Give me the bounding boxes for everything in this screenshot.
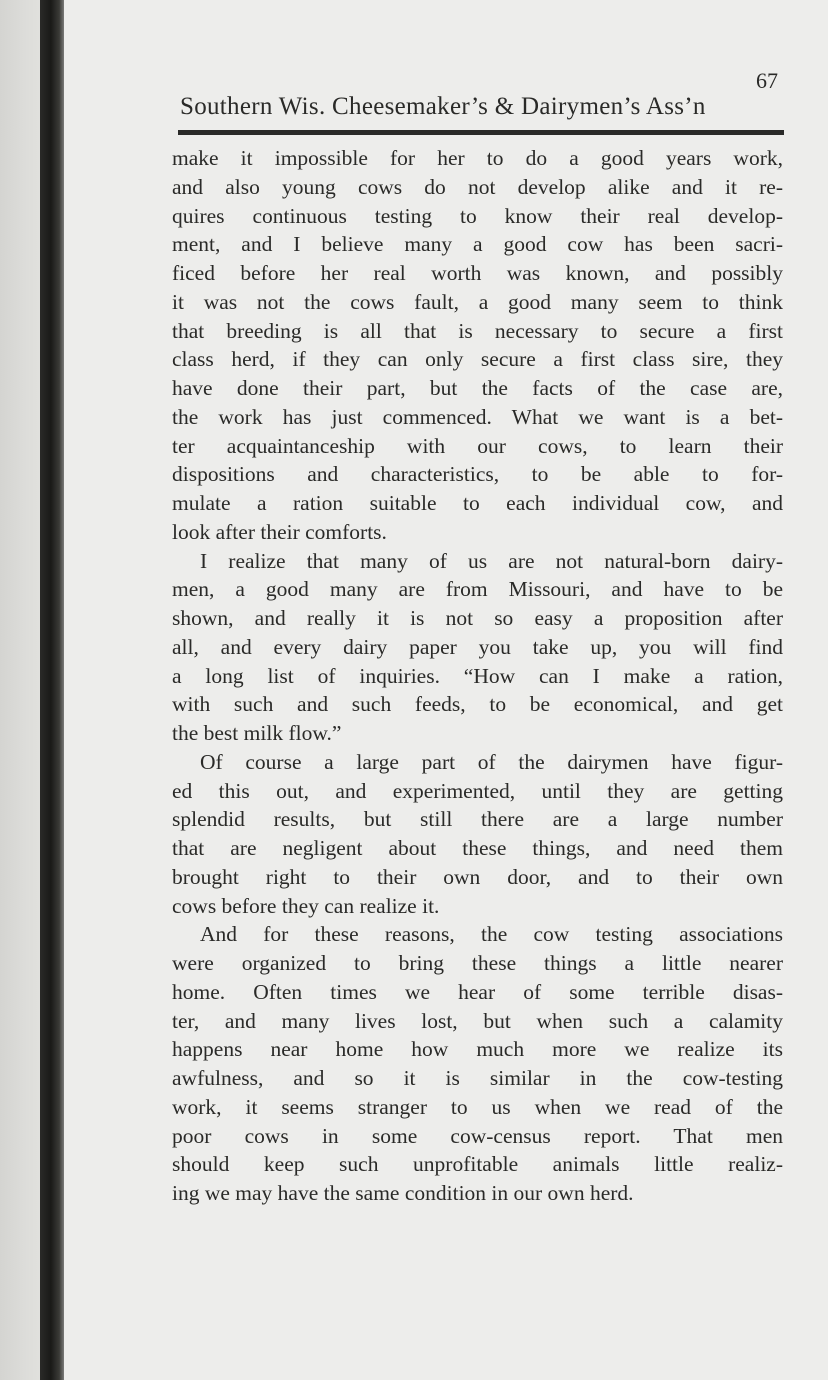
- text-line: it was not the cows fault, a good many seem to think: [172, 289, 783, 314]
- text-line: make it impossible for her to do a good years work,: [172, 146, 783, 170]
- text-line: work, it seems stranger to us when we read of the: [172, 1094, 783, 1119]
- text-line: ter acquaintanceship with our cows, to learn their: [172, 433, 783, 458]
- paragraph: [172, 144, 783, 547]
- paragraph: [172, 920, 783, 1208]
- paragraph: [172, 547, 783, 748]
- text-line: and also young cows do not develop alike and it re-: [172, 174, 783, 199]
- text-line: mulate a ration suitable to each individual cow, and: [172, 491, 783, 515]
- text-line: And for these reasons, the cow testing associations: [200, 922, 783, 947]
- body-text: [172, 144, 783, 1208]
- text-line: that breeding is all that is necessary to secure a first: [172, 318, 783, 343]
- text-line: quires continuous testing to know their real develop-: [172, 203, 783, 228]
- text-line: the best milk flow.”: [172, 721, 342, 745]
- text-line: should keep such unprofitable animals little realiz-: [172, 1152, 783, 1177]
- text-line: ficed before her real worth was known, and possibly: [172, 261, 783, 285]
- text-line: cows before they can realize it.: [172, 893, 440, 918]
- text-line: a long list of inquiries. “How can I make a ration,: [172, 663, 783, 688]
- text-line: ment, and I believe many a good cow has been sacri-: [172, 232, 783, 257]
- text-line: that are negligent about these things, and need them: [172, 836, 783, 860]
- text-line: look after their comforts.: [172, 519, 387, 544]
- text-line: happens near home how much more we realize its: [172, 1037, 783, 1062]
- text-line: brought right to their own door, and to their own: [172, 864, 783, 889]
- header-rule: [178, 130, 784, 135]
- text-line: have done their part, but the facts of the case are,: [172, 376, 783, 400]
- text-line: class herd, if they can only secure a first class sire, they: [172, 347, 783, 372]
- text-line: ter, and many lives lost, but when such a calamity: [172, 1008, 783, 1033]
- text-line: poor cows in some cow-census report. That men: [172, 1123, 783, 1148]
- text-line: ed this out, and experimented, until they are getting: [172, 778, 783, 803]
- book-spine: [40, 0, 64, 1380]
- running-head-title: Southern Wis. Cheesemaker’s & Dairymen’s Ass’n: [180, 93, 706, 120]
- text-line: ing we may have the same condition in our own herd.: [172, 1181, 634, 1205]
- text-line: with such and such feeds, to be economical, and get: [172, 692, 783, 717]
- text-line: Of course a large part of the dairymen have figur-: [200, 749, 783, 774]
- text-line: all, and every dairy paper you take up, you will find: [172, 634, 783, 659]
- paragraph: [172, 748, 783, 921]
- text-line: were organized to bring these things a little nearer: [172, 951, 783, 975]
- text-line: shown, and really it is not so easy a proposition after: [172, 606, 783, 630]
- text-line: splendid results, but still there are a large number: [172, 807, 783, 832]
- text-line: the work has just commenced. What we want is a bet-: [172, 404, 783, 429]
- text-line: men, a good many are from Missouri, and have to be: [172, 577, 783, 602]
- text-line: home. Often times we hear of some terrible disas-: [172, 979, 783, 1004]
- text-line: awfulness, and so it is similar in the cow-testing: [172, 1066, 783, 1090]
- text-line: I realize that many of us are not natural-born dairy-: [200, 548, 783, 573]
- page-number: 67: [756, 68, 778, 93]
- text-line: dispositions and characteristics, to be able to for-: [172, 462, 783, 487]
